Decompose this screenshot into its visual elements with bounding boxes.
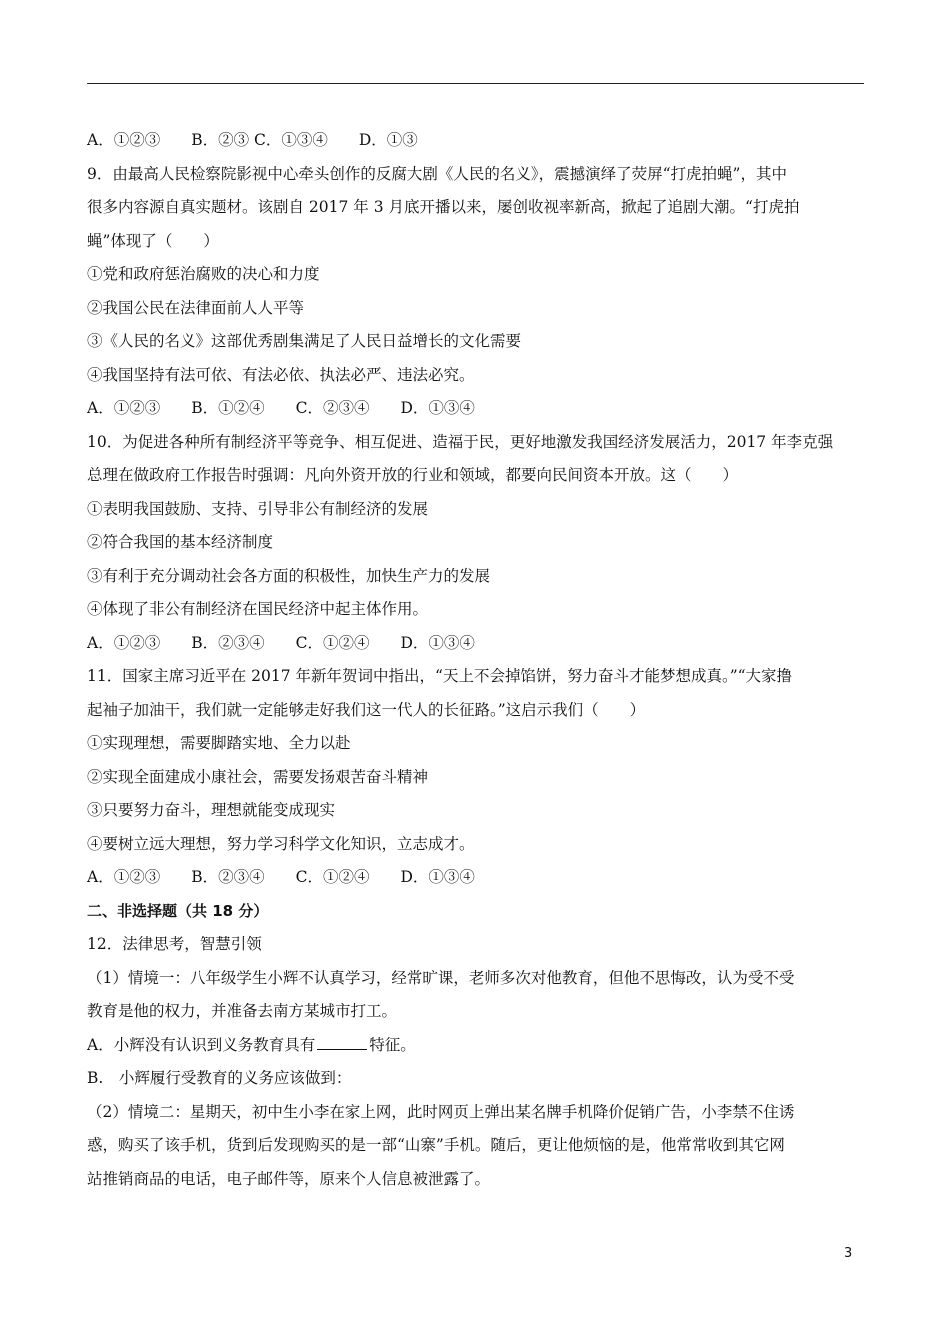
q11-options: A．①②③ B．②③④ C．①②④ D．①③④ [87, 868, 475, 886]
q12-scenario-1-line-1: （1）情境一：八年级学生小辉不认真学习，经常旷课，老师多次对他教育，但他不思悔改，认为受不受 [87, 968, 795, 987]
section-2-heading: 二、非选择题（共 18 分） [87, 901, 269, 920]
q9-stem-line-3: 蝇”体现了（ ） [87, 231, 219, 250]
page-content [87, 124, 867, 1196]
q10-item-1: ①表明我国鼓励、支持、引导非公有制经济的发展 [87, 499, 429, 518]
q10-stem-line-1: 10．为促进各种所有制经济平等竞争、相互促进、造福于民，更好地激发我国经济发展活力，2017 年李克强 [87, 432, 834, 451]
q9-item-1: ①党和政府惩治腐败的决心和力度 [87, 265, 320, 283]
answer-blank[interactable] [317, 1035, 367, 1050]
q9-options: A．①②③ B．①②④ C．②③④ D．①③④ [87, 399, 475, 417]
q8-options: A．①②③ B．②③ C．①③④ D．①③ [87, 131, 418, 149]
q11-item-3: ③只要努力奋斗，理想就能变成现实 [87, 801, 336, 819]
q12-scenario-1-line-2: 教育是他的权力，并准备去南方某城市打工。 [87, 1002, 398, 1020]
q11-stem-line-1: 11．国家主席习近平在 2017 年新年贺词中指出，“天上不会掉馅饼，努力奋斗才能梦想成真。”“大家撸 [87, 667, 793, 685]
q11-stem-line-2: 起袖子加油干，我们就一定能够走好我们这一代人的长征路。”这启示我们（ ） [87, 700, 646, 719]
q9-item-4: ④我国坚持有法可依、有法必依、执法必严、违法必究。 [87, 365, 475, 384]
q10-item-3: ③有利于充分调动社会各方面的积极性，加快生产力的发展 [87, 566, 491, 585]
q12-scenario-2-line-3: 站推销商品的电话，电子邮件等，原来个人信息被泄露了。 [87, 1169, 491, 1188]
q11-item-1: ①实现理想，需要脚踏实地、全力以赴 [87, 734, 351, 752]
q11-item-2: ②实现全面建成小康社会，需要发扬艰苦奋斗精神 [87, 767, 429, 786]
q12-scenario-2-line-2: 惑，购买了该手机，货到后发现购买的是一部“山寨”手机。随后，更让他烦恼的是，他常常收到其它网 [87, 1136, 785, 1154]
q10-item-4: ④体现了非公有制经济在国民经济中起主体作用。 [87, 600, 429, 618]
q12-part-b: B. 小辉履行受教育的义务应该做到： [87, 1069, 352, 1087]
q9-stem-line-2: 很多内容源自真实题材。该剧自 2017 年 3 月底开播以来，屡创收视率新高，掀起了追剧大潮。“打虎拍 [87, 198, 800, 216]
page-number: 3 [844, 1246, 853, 1261]
q12-scenario-2-line-1: （2）情境二：星期天，初中生小李在家上网，此时网页上弹出某名牌手机降价促销广告，小李禁不住诱 [87, 1102, 795, 1121]
q9-stem-line-1: 9．由最高人民检察院影视中心牵头创作的反腐大剧《人民的名义》，震撼演绎了荧屏“打虎拍蝇”，其中 [87, 164, 787, 183]
q12-part-a-prefix: A．小辉没有认识到义务教育具有 [87, 1035, 316, 1054]
q10-item-2: ②符合我国的基本经济制度 [87, 533, 274, 551]
header-rule [87, 83, 864, 84]
q10-stem-line-2: 总理在做政府工作报告时强调：凡向外资开放的行业和领域，都要向民间资本开放。这（ ） [87, 466, 739, 484]
q11-item-4: ④要树立远大理想，努力学习科学文化知识，立志成才。 [87, 834, 475, 853]
q12-title: 12．法律思考，智慧引领 [87, 935, 262, 953]
q10-options: A．①②③ B．②③④ C．①②④ D．①③④ [87, 633, 475, 652]
q9-item-2: ②我国公民在法律面前人人平等 [87, 298, 305, 317]
q9-item-3: ③《人民的名义》这部优秀剧集满足了人民日益增长的文化需要 [87, 332, 522, 350]
q12-part-a-suffix: 特征。 [369, 1035, 416, 1054]
q12-part-a [87, 1029, 867, 1063]
